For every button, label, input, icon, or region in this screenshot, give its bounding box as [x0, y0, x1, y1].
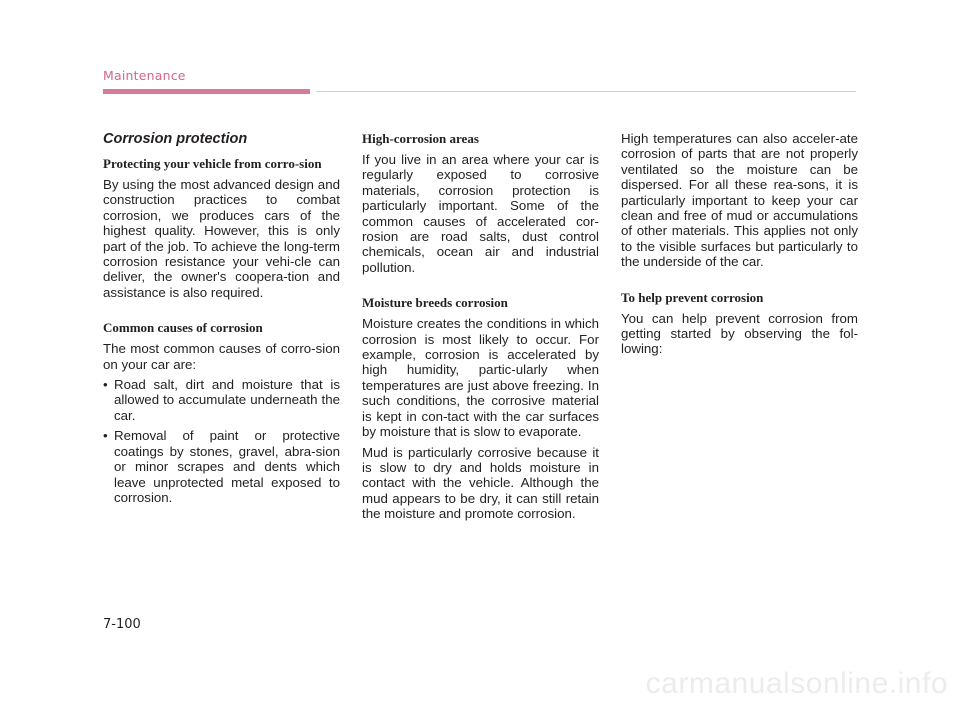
list-item-text: Road salt, dirt and moisture that is allowed to accumulate underneath the car. [114, 377, 340, 423]
paragraph-high-temperatures: High temperatures can also acceler-ate corrosion of parts that are not properly ventilated so the moisture can be dispersed. For all these rea-sons, it is particularly important to keep your car clean and free of mud or accumulations of other materials. This applies not only to the visible surfaces but particularly to the underside of the car. [621, 131, 858, 270]
column-3 [621, 131, 858, 362]
paragraph-mud: Mud is particularly corrosive because it is slow to dry and holds moisture in contact with the vehicle. Although the mud appears to be dry, it can still retain the moisture and promote corrosion. [362, 444, 599, 522]
paragraph-prevent-corrosion: You can help prevent corrosion from getting started by observing the fol-lowing: [621, 310, 858, 357]
subheading-moisture: Moisture breeds corrosion [362, 295, 508, 311]
paragraph-moisture: Moisture creates the conditions in which corrosion is most likely to occur. For example, corrosion is accelerated by high humidity, partic-ularly when temperatures are just above freezing. In such conditions, the corrosive material is kept in con-tact with the car surfaces by moisture that is slow to evaporate. [362, 316, 599, 440]
bullet-icon: • [103, 428, 108, 444]
bullet-icon: • [103, 377, 108, 393]
header-accent-rule [103, 89, 310, 94]
list-item-text: Removal of paint or protective coatings by stones, gravel, abra-sion or minor scrapes and dents which leave unprotected metal exposed to corrosion. [114, 428, 340, 505]
paragraph-common-causes: The most common causes of corro-sion on your car are: [103, 341, 340, 372]
section-title: Corrosion protection [103, 131, 248, 147]
column-2 [362, 131, 599, 527]
section-label: Maintenance [103, 68, 186, 83]
subheading-protecting: Protecting your vehicle from corro-sion [103, 156, 322, 171]
causes-list [103, 377, 340, 505]
subheading-prevent-corrosion: To help prevent corrosion [621, 289, 764, 305]
column-1 [103, 131, 340, 510]
page-number: 7-100 [103, 617, 141, 632]
subheading-high-corrosion: High-corrosion areas [362, 131, 479, 146]
list-item [103, 377, 340, 423]
watermark: carmanualsonline.info [645, 667, 948, 700]
header-rule [316, 91, 856, 92]
paragraph-protecting: By using the most advanced design and construction practices to combat corrosion, we produces cars of the highest quality. However, this is only part of the job. To achieve the long-term corrosion resistance your vehi-cle can deliver, the owner's coopera-tion and assistance is also required. [103, 177, 340, 300]
list-item [103, 428, 340, 505]
subheading-common-causes: Common causes of corrosion [103, 320, 263, 336]
paragraph-high-corrosion: If you live in an area where your car is regularly exposed to corrosive materials, corrosion protection is particularly important. Some of the common causes of accelerated cor-rosion are road salts, dust control chemicals, ocean air and industrial pollution. [362, 152, 599, 275]
